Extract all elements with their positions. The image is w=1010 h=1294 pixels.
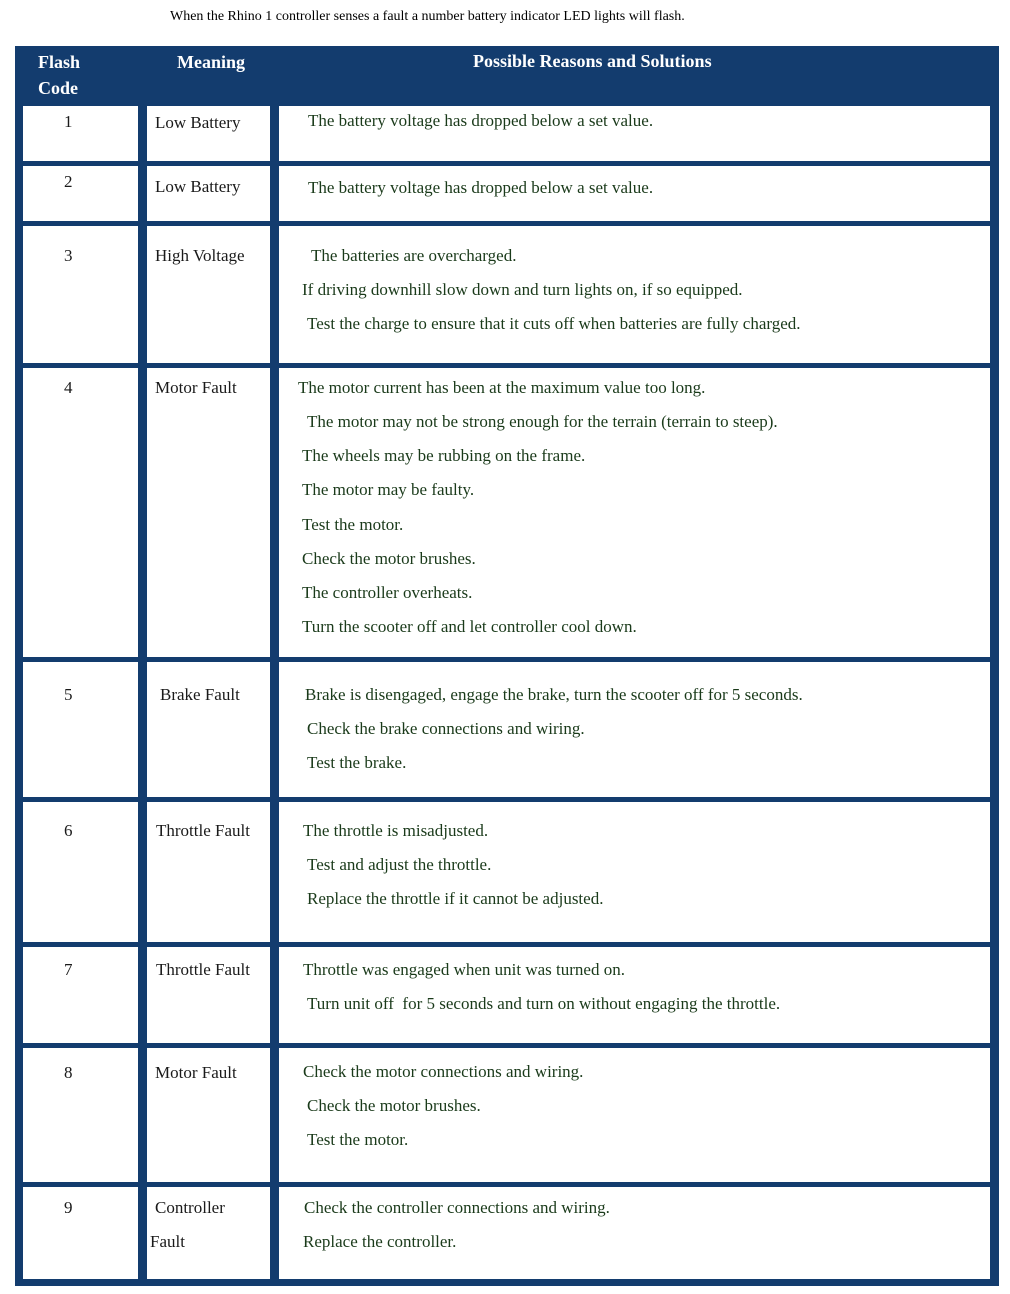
reason-line: The wheels may be rubbing on the frame. [302, 446, 586, 465]
table-row-meaning-cell [147, 166, 270, 221]
fault-meaning: Controller Fault [150, 1198, 225, 1251]
fault-meaning: High Voltage [155, 246, 245, 265]
table-row-code-cell [23, 1048, 138, 1182]
reason-line: The throttle is misadjusted. [303, 821, 489, 840]
fault-meaning: Brake Fault [160, 685, 240, 704]
reason-line: Test the motor. [307, 1130, 409, 1149]
table-row-reasons-cell [279, 662, 990, 797]
flash-code: 4 [64, 378, 73, 397]
reason-line: The controller overheats. [302, 583, 473, 602]
table-row-reasons-cell [279, 947, 990, 1043]
table-row-code-cell [23, 1187, 138, 1279]
table-row-meaning-cell [147, 226, 270, 363]
reason-line: Turn unit off for 5 seconds and turn on without engaging the throttle. [307, 994, 781, 1013]
table-row-code-cell [23, 947, 138, 1043]
reason-line: Test and adjust the throttle. [307, 855, 492, 874]
table-row-code-cell [23, 662, 138, 797]
flash-code: 8 [64, 1063, 73, 1082]
fault-meaning: Low Battery [155, 113, 241, 132]
intro-text: When the Rhino 1 controller senses a fault a number battery indicator LED lights will flash. [170, 9, 685, 24]
reason-line: Throttle was engaged when unit was turned on. [303, 960, 625, 979]
flash-code: 5 [64, 685, 73, 704]
fault-meaning: Motor Fault [155, 378, 237, 397]
table-row-reasons-cell [279, 166, 990, 221]
reason-line: Test the brake. [307, 753, 407, 772]
header-flash-code: Flash Code [38, 52, 81, 98]
reason-line: Check the motor brushes. [307, 1096, 481, 1115]
table-row-code-cell [23, 368, 138, 657]
fault-meaning: Motor Fault [155, 1063, 237, 1082]
table-row-code-cell [23, 166, 138, 221]
table-row-meaning-cell [147, 1187, 270, 1279]
reason-line: The motor may be faulty. [302, 480, 475, 499]
flash-code: 1 [64, 112, 73, 131]
table-row-code-cell [23, 802, 138, 942]
table-row-reasons-cell [279, 226, 990, 363]
fault-meaning: Low Battery [155, 177, 241, 196]
reason-line: Test the motor. [302, 515, 404, 534]
reason-line: Check the brake connections and wiring. [307, 719, 585, 738]
table-row-reasons-cell [279, 368, 990, 657]
reason-line: The battery voltage has dropped below a set value. [308, 111, 654, 130]
table-row-meaning-cell [147, 802, 270, 942]
table-row-meaning-cell [147, 368, 270, 657]
flash-code: 2 [64, 172, 73, 191]
table-row-code-cell [23, 226, 138, 363]
reason-line: Replace the controller. [303, 1232, 457, 1251]
flash-code: 3 [64, 246, 73, 265]
reason-line: The motor may not be strong enough for the terrain (terrain to steep). [307, 412, 778, 431]
table-row-meaning-cell [147, 1048, 270, 1182]
fault-meaning: Throttle Fault [156, 960, 250, 979]
table-row-meaning-cell [147, 947, 270, 1043]
reason-line: Test the charge to ensure that it cuts off when batteries are fully charged. [307, 314, 801, 333]
reason-line: If driving downhill slow down and turn lights on, if so equipped. [302, 280, 743, 299]
reason-line: Brake is disengaged, engage the brake, turn the scooter off for 5 seconds. [305, 685, 803, 704]
table-row-meaning-cell [147, 662, 270, 797]
table-row-reasons-cell [279, 1048, 990, 1182]
reason-line: Replace the throttle if it cannot be adjusted. [307, 889, 604, 908]
table-row-reasons-cell [279, 106, 990, 161]
reason-line: The batteries are overcharged. [311, 246, 517, 265]
reason-line: Check the motor brushes. [302, 549, 476, 568]
header-reasons: Possible Reasons and Solutions [473, 51, 712, 71]
table-row-reasons-cell [279, 1187, 990, 1279]
table-row-reasons-cell [279, 802, 990, 942]
header-meaning: Meaning [177, 52, 246, 72]
reason-line: The motor current has been at the maximum value too long. [298, 378, 706, 397]
reason-line: Turn the scooter off and let controller cool down. [302, 617, 637, 636]
fault-meaning: Throttle Fault [156, 821, 250, 840]
table-row-meaning-cell [147, 106, 270, 161]
reason-line: Check the motor connections and wiring. [303, 1062, 584, 1081]
reason-line: Check the controller connections and wiring. [304, 1198, 610, 1217]
flash-code: 6 [64, 821, 73, 840]
reason-line: The battery voltage has dropped below a set value. [308, 178, 654, 197]
flash-code: 9 [64, 1198, 73, 1217]
table-row-code-cell [23, 106, 138, 161]
flash-code: 7 [64, 960, 73, 979]
